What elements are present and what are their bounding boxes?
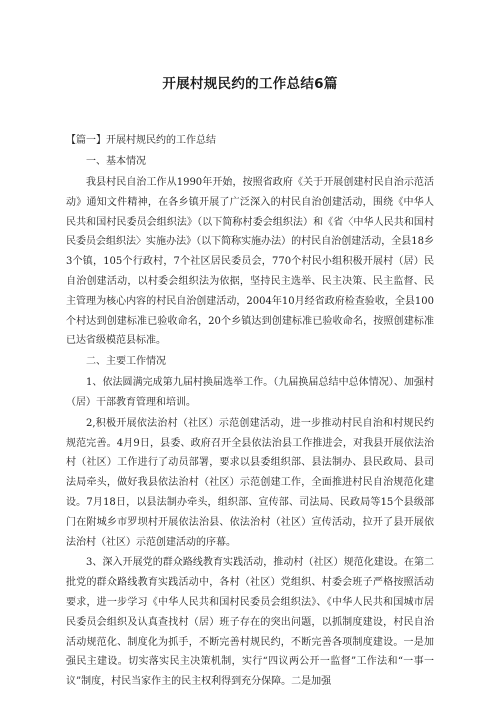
subheading-basic-situation: 一、基本情况 bbox=[86, 156, 146, 167]
paragraph-rule-of-law: 2,积极开展依法治村（社区）示范创建活动，进一步推动村民自治和村规民约规范完善。4月9日，县委、政府召开全县依法治县工作推进会，对我县开展依法治村（社区）工作进行了动员部署，要求以县委组织部、县法制办、县民政局、县司法局牵头，做好我县依法治村（社区）示范创建工作，全面推进村民自治规范化建设。7月18日，以县法制办牵头，组织部、宣传部、司法局、民政局等15个县级部门在附城乡市罗坝村开展依法治县、依法治村（社区）宣传活动，拉开了县开展依法治村（社区）示范创建活动的序幕。 bbox=[66, 417, 434, 548]
document-title: 开展村规民约的工作总结6篇 bbox=[162, 76, 338, 92]
subheading-main-work: 二、主要工作情况 bbox=[86, 356, 166, 368]
paragraph-basic-situation: 我县村民自治工作从1990年开始，按照省政府《关于开展创建村民自治示范活动》通知文件精神，在各乡镇开展了广泛深入的村民自治创建活动，围绕《中华人民共和国村民委员会组织法》（以下简称村委会组织法）和《省〈中华人民共和国村民委员会组织法〉实施办法》（以下简称实施办法）的村民自治创建活动，全县18乡3个镇，105个行政村，7个社区居民委员会，770个村民小组积极开展村（居）民自治创建活动，以村委会组织法为依据，坚持民主选举、民主决策、民主监督、民主管理为核心内容的村民自治创建活动，2004年10月经省政府检查验收，全县100个村达到创建标准已验收命名，20个乡镇达到创建标准已验收命名，按照创建标准已达省级模范县标准。 bbox=[66, 177, 434, 347]
section-heading: 【篇一】开展村规民约的工作总结 bbox=[66, 135, 216, 146]
paragraph-election: 1、依法圆满完成第九届村换届选举工作。（九届换届总结中总体情况）、加强村（居）干部教育管理和培训。 bbox=[66, 377, 434, 408]
paragraph-mass-line: 3、深入开展党的群众路线教育实践活动，推动村（社区）规范化建设。在第二批党的群众路线教育实践活动中，各村（社区）党组织、村委会班子严格按照活动要求，进一步学习《中华人民共和国村民委员会组织法》、《中华人民共和国城市居民委员会组织及认真查找村（居）班子存在的突出问题，以抓制度建设，村民自治活动规范化、制度化为抓手，不断完善村规民约，不断完善各项制度建设。一是加强民主建设。切实落实民主决策机制，实行“四议两公开一监督”工作法和“一事一议”制度，村民当家作主的民主权利得到充分保障。二是加强 bbox=[66, 557, 434, 688]
